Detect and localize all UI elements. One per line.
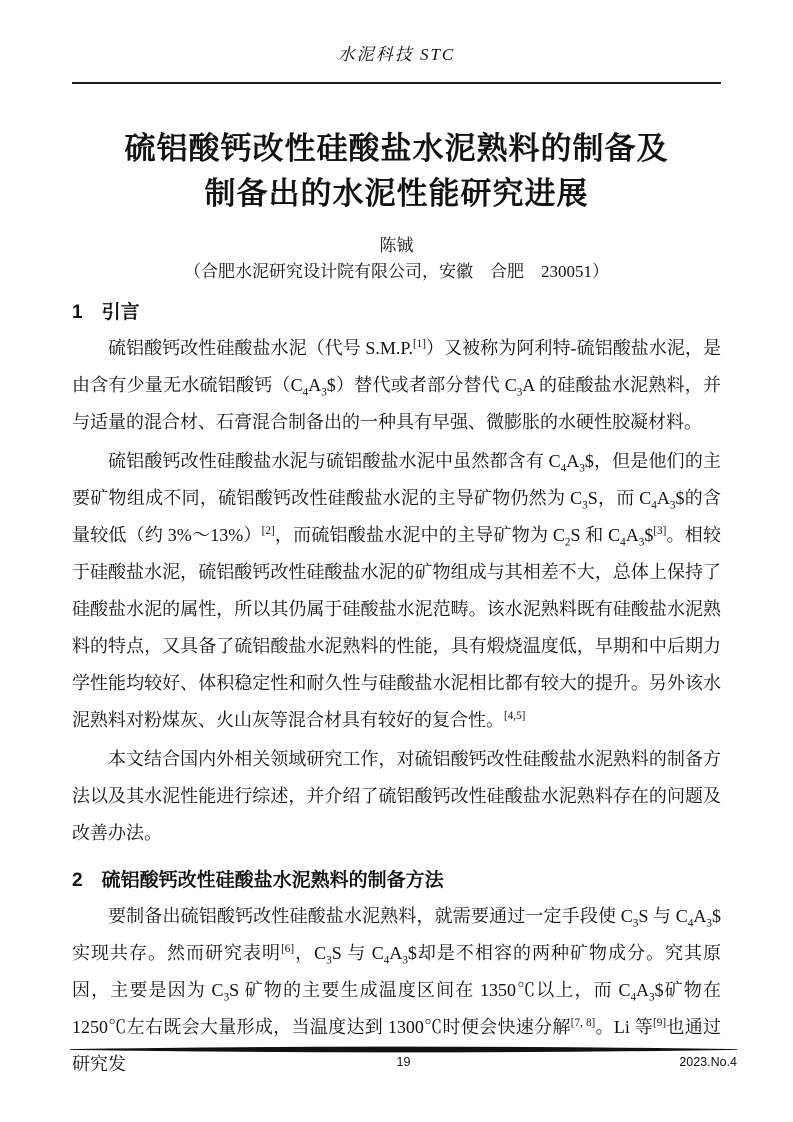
- journal-header: [72, 44, 721, 84]
- paragraph-3: 本文结合国内外相关领域研究工作，对硫铝酸钙改性硅酸盐水泥熟料的制备方法以及其水泥性能进行综述，并介绍了硫铝酸钙改性硅酸盐水泥熟料存在的问题及改善办法。: [72, 749, 721, 843]
- paragraph-4: 要制备出硫铝酸钙改性硅酸盐水泥熟料，就需要通过一定手段使 $C_3S$ 与 $C_4A_3\$$ 实现共存。然而研究表明[6]，$C_3S$ 与 $C_4A_3\$$却是不相容的两种矿物成分。究其原因，主要是因为 $C_3S$ 矿物的主要生成温度区间在 1350℃以上，而 $C_4A_3\$$矿物在 1250℃左右既会大量形成，当温度达到 1300℃时便会快速分解[7, 8]。Li 等[9]也通过研究发: [72, 906, 722, 1074]
- section-2-heading: 2 硫铝酸钙改性硅酸盐水泥熟料的制备方法: [72, 870, 444, 891]
- footer-row: [70, 1054, 737, 1070]
- journal-title: 水泥科技 STC: [337, 45, 456, 64]
- article-title-line1: 硫铝酸钙改性硅酸盐水泥熟料的制备及: [124, 131, 669, 166]
- page-footer: [70, 1046, 737, 1070]
- author-name: 陈铖: [379, 236, 414, 255]
- article-title: [72, 126, 721, 216]
- footer-divider: [70, 1046, 737, 1053]
- section-1-heading: 1 引言: [72, 302, 140, 323]
- author-affiliation: （合肥水泥研究设计院有限公司，安徽 合肥 230051）: [184, 262, 609, 281]
- header-divider: [72, 82, 721, 84]
- paragraph-1: 硫铝酸钙改性硅酸盐水泥（代号 S.M.P.[1]）又被称为阿利特-硫铝酸盐水泥，是由含有少量无水硫铝酸钙$(C_4A_3\$)$替代或者部分替代 $C_3A$ 的硅酸盐水泥熟料，并与适量的混合材、石膏混合制备出的一种具有早强、微膨胀的水硬性胶凝材料。: [72, 338, 721, 432]
- article-title-line2: 制备出的水泥性能研究进展: [204, 176, 589, 211]
- page-number: 19: [396, 1055, 411, 1069]
- paragraph-2: 硫铝酸钙改性硅酸盐水泥与硫铝酸盐水泥中虽然都含有 $C_4A_3\$$，但是他们的主要矿物组成不同，硫铝酸钙改性硅酸盐水泥的主导矿物仍然为 $C_3S$，而 $C_4A_3\$$的含量较低（约 3%～13%）[2]，而硫铝酸盐水泥中的主导矿物为 $C_2S$ 和 $C_4A_3\$[3]$。相较于硅酸盐水泥，硫铝酸钙改性硅酸盐水泥的矿物组成与其相差不大，总体上保持了硅酸盐水泥的属性，所以其仍属于硅酸盐水泥范畴。该水泥熟料既有硅酸盐水泥熟料的特点，又具备了硫铝酸盐水泥熟料的性能，具有煅烧温度低，早期和中后期力学性能均较好、体积稳定性和耐久性与硅酸盐水泥相比都有较大的提升。另外该水泥熟料对粉煤灰、火山灰等混合材具有较好的复合性。[4,5]: [72, 451, 721, 730]
- issue-number: 2023.No.4: [679, 1055, 737, 1069]
